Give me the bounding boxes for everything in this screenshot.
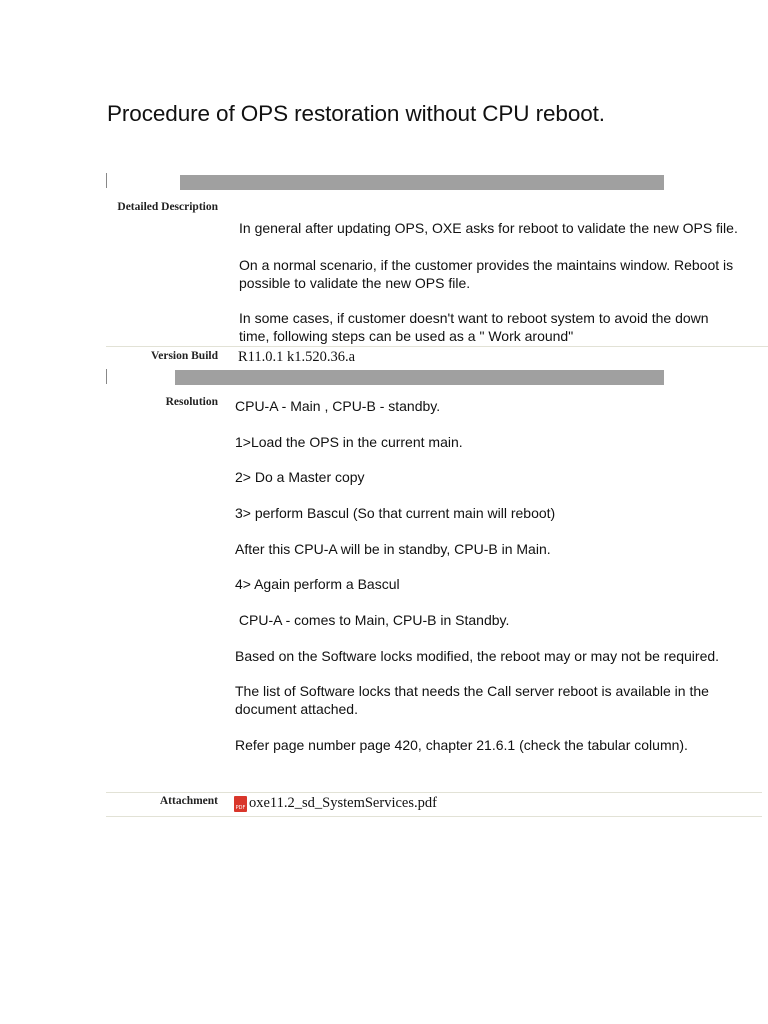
description-paragraph: In some cases, if customer doesn't want to reboot system to avoid the down: [239, 310, 709, 326]
description-paragraph: On a normal scenario, if the customer provides the maintains window. Reboot is: [239, 257, 734, 273]
version-build-value: R11.0.1 k1.520.36.a: [238, 349, 356, 365]
resolution-step: After this CPU-A will be in standby, CPU-B in Main.: [235, 541, 551, 557]
resolution-label: Resolution: [165, 396, 218, 408]
divider: [106, 792, 762, 793]
detailed-description-label: Detailed Description: [117, 201, 218, 213]
resolution-step: CPU-A - comes to Main, CPU-B in Standby.: [235, 612, 510, 628]
resolution-step: Based on the Software locks modified, the reboot may or may not be required.: [235, 648, 720, 664]
attachment-label: Attachment: [159, 795, 218, 807]
resolution-step: 1>Load the OPS in the current main.: [235, 434, 463, 450]
description-paragraph: time, following steps can be used as a " Work around": [239, 328, 574, 344]
section-header-bar: [175, 370, 664, 385]
description-paragraph: In general after updating OPS, OXE asks for reboot to validate the new OPS file.: [239, 220, 738, 236]
page-title: Procedure of OPS restoration without CPU reboot.: [107, 101, 605, 126]
resolution-step: document attached.: [235, 701, 358, 717]
attachment-file-name[interactable]: oxe11.2_sd_SystemServices.pdf: [249, 795, 437, 811]
section-marker: [106, 369, 107, 384]
resolution-step: The list of Software locks that needs the Call server reboot is available in the: [235, 683, 709, 699]
section-header-bar: [180, 175, 664, 190]
divider: [106, 816, 762, 817]
resolution-step: 4> Again perform a Bascul: [235, 576, 400, 592]
resolution-step: CPU-A - Main , CPU-B - standby.: [235, 398, 441, 414]
resolution-step: Refer page number page 420, chapter 21.6.1 (check the tabular column).: [235, 737, 688, 753]
resolution-step: 3> perform Bascul (So that current main will reboot): [235, 505, 556, 521]
divider: [106, 346, 768, 347]
version-build-label: Version Build: [150, 350, 218, 362]
attachment-link[interactable]: [234, 795, 437, 812]
section-marker: [106, 173, 107, 188]
description-paragraph: possible to validate the new OPS file.: [239, 275, 471, 291]
pdf-file-icon: PDF: [234, 796, 247, 812]
resolution-step: 2> Do a Master copy: [235, 469, 365, 485]
